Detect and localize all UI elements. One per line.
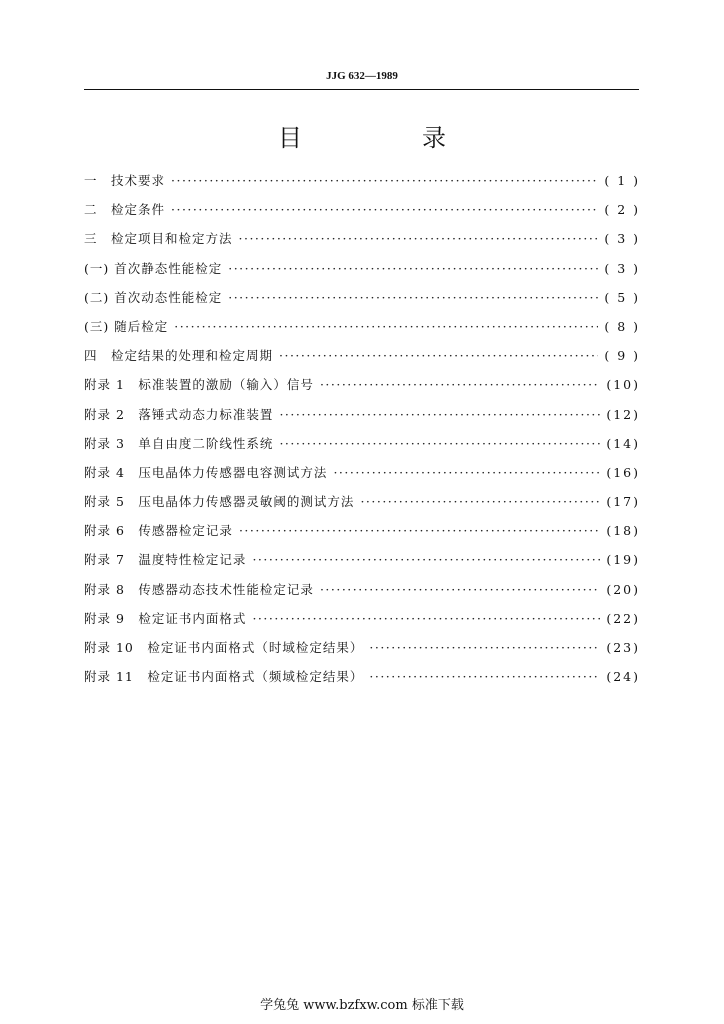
- toc-entry-label: 附录 9 检定证书内面格式: [84, 610, 247, 626]
- toc-entry-page: ( 3 ): [604, 260, 640, 276]
- toc-entry-label: (一) 首次静态性能检定: [84, 260, 223, 276]
- toc-entry-page: (19): [606, 552, 640, 568]
- toc-entry[interactable]: [84, 545, 640, 574]
- toc-entry[interactable]: [84, 341, 640, 370]
- toc-entry-page: (18): [606, 523, 640, 539]
- toc-entry-label: 三 检定项目和检定方法: [84, 231, 233, 247]
- toc-dot-leader: [333, 458, 600, 487]
- toc-entry-page: ( 9 ): [604, 348, 640, 364]
- toc-entry-page: (17): [606, 494, 640, 510]
- toc-entry-label: (三) 随后检定: [84, 318, 169, 334]
- toc-entry-label: 附录 10 检定证书内面格式（时域检定结果）: [84, 640, 364, 655]
- toc-entry-page: ( 2 ): [604, 202, 640, 218]
- toc-entry[interactable]: [84, 575, 640, 604]
- toc-entry[interactable]: [84, 224, 640, 253]
- toc-dot-leader: [360, 487, 600, 516]
- toc-dot-leader: [239, 516, 600, 545]
- footer-watermark: 学兔兔 www.bzfxw.com 标准下载: [260, 998, 464, 1013]
- toc-entry-label: 四 检定结果的处理和检定周期: [84, 348, 274, 364]
- toc-entry[interactable]: [84, 604, 640, 633]
- toc-entry[interactable]: [84, 370, 640, 399]
- toc-dot-leader: [171, 195, 598, 224]
- toc-dot-leader: [279, 400, 600, 429]
- toc-entry[interactable]: [84, 516, 640, 545]
- toc-dot-leader: [279, 429, 600, 458]
- toc-entry-label: 二 检定条件: [84, 202, 166, 218]
- toc-entry-page: ( 8 ): [604, 318, 640, 334]
- toc-entry-label: 附录 3 单自由度二阶线性系统: [84, 435, 274, 451]
- toc-entry[interactable]: [84, 195, 640, 224]
- header-divider: [84, 89, 639, 90]
- toc-entry-page: ( 3 ): [604, 231, 640, 247]
- standard-code: JJG 632—1989: [326, 70, 398, 82]
- toc-dot-leader: [369, 633, 600, 662]
- toc-entry[interactable]: [84, 400, 640, 429]
- toc-entry-page: ( 5 ): [604, 289, 640, 305]
- toc-dot-leader: [320, 575, 600, 604]
- toc-dot-leader: [252, 545, 600, 574]
- toc-entry-label: 附录 2 落锤式动态力标准装置: [84, 406, 274, 422]
- toc-entry-label: 附录 6 传感器检定记录: [84, 523, 233, 539]
- toc-entry[interactable]: [84, 254, 640, 283]
- toc-entry-label: 附录 5 压电晶体力传感器灵敏阈的测试方法: [84, 494, 355, 510]
- toc-entry[interactable]: [84, 429, 640, 458]
- toc-entry-label: 附录 1 标准装置的激励（输入）信号: [84, 377, 314, 393]
- toc-entry-label: 附录 8 传感器动态技术性能检定记录: [84, 581, 314, 597]
- toc-dot-leader: [228, 254, 598, 283]
- toc-entry-label: 附录 4 压电晶体力传感器电容测试方法: [84, 464, 328, 480]
- toc-entry-page: (20): [606, 581, 640, 597]
- toc-entry-label: 附录 7 温度特性检定记录: [84, 552, 247, 568]
- toc-entry-label: 附录 11 检定证书内面格式（频域检定结果）: [84, 669, 364, 685]
- toc-entry[interactable]: [84, 283, 640, 312]
- toc-entry-page: (12): [606, 406, 640, 422]
- toc-entry-label: (二) 首次动态性能检定: [84, 289, 223, 305]
- toc-entry-page: ( 1 ): [604, 173, 640, 188]
- toc-dot-leader: [239, 224, 599, 253]
- toc-entry-page: (16): [606, 464, 640, 480]
- toc-entry-label: 一 技术要求: [84, 173, 166, 188]
- page-title: 目 录: [278, 124, 494, 152]
- toc-entry-page: (22): [606, 610, 640, 626]
- toc-dot-leader: [369, 662, 600, 691]
- toc-dot-leader: [171, 166, 598, 195]
- toc-entry-page: (24): [606, 669, 640, 685]
- toc-entry[interactable]: [84, 633, 640, 662]
- table-of-contents: [84, 166, 640, 691]
- toc-dot-leader: [174, 312, 598, 341]
- toc-dot-leader: [228, 283, 598, 312]
- toc-entry[interactable]: [84, 487, 640, 516]
- toc-entry-page: (14): [606, 435, 640, 451]
- toc-entry[interactable]: [84, 662, 640, 691]
- toc-entry[interactable]: [84, 166, 640, 195]
- toc-dot-leader: [279, 341, 598, 370]
- toc-entry-page: (10): [606, 377, 640, 393]
- toc-entry-page: (23): [606, 640, 640, 655]
- toc-dot-leader: [252, 604, 600, 633]
- toc-entry[interactable]: [84, 458, 640, 487]
- toc-dot-leader: [320, 370, 600, 399]
- toc-entry[interactable]: [84, 312, 640, 341]
